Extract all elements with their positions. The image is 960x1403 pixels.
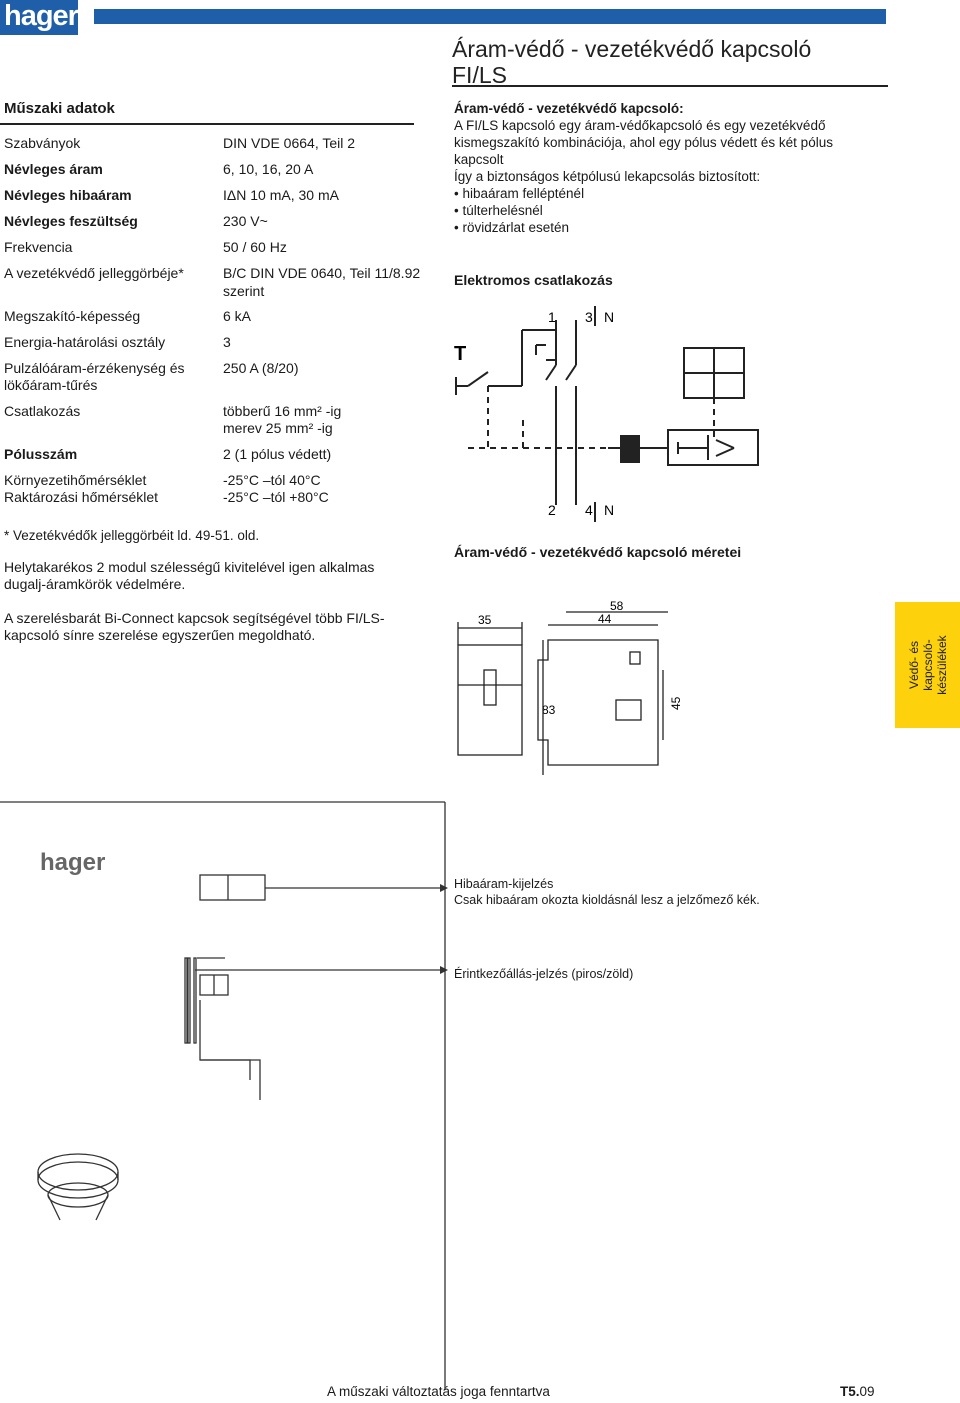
paragraph-2: A szerelésbarát Bi-Connect kapcsok segítségével több FI/LS-kapcsoló sínre szerelése egyszerűen megoldható. [4,610,385,643]
spec-value: többerű 16 mm² -ig [223,403,342,419]
tech-heading: Műszaki adatok [4,100,115,117]
terminal-label: 2 [548,502,556,518]
spec-label: Pulzálóáram-érzékenység és [4,360,185,376]
spec-label: Névleges feszültség [4,213,138,229]
drawing-lines [458,612,668,775]
spec-label: Névleges áram [4,161,103,177]
spec-label: Környezetihőmérséklet [4,472,147,488]
callout-text: Érintkezőállás-jelzés (piros/zöld) [454,967,634,981]
dimension-label: 44 [598,612,612,626]
tab-line: készülékek [934,635,949,695]
wiring-lines [456,306,758,522]
spec-value: B/C DIN VDE 0640, Teil 11/8.92 [223,265,421,281]
product-outline [0,802,445,1390]
spec-value-cont: szerint [223,283,265,299]
dimension-label: 58 [610,599,624,613]
product-logo: hager [40,849,106,876]
wiring-diagram [448,300,778,525]
dimensions-heading: Áram-védő - vezetékvédő kapcsoló méretei [454,544,742,560]
tab-line: Védő- és [906,640,921,690]
page-title [452,36,892,88]
callout-fault-indicator [454,876,760,908]
section-tab [895,602,960,728]
footer-note: A műszaki változtatás joga fenntartva [327,1384,550,1399]
terminal-label: 1 [548,309,556,325]
terminal-label: 3 [585,309,593,325]
spec-label: Névleges hibaáram [4,187,132,203]
title-line-2: FI/LS [452,62,507,88]
spec-value-cont: merev 25 mm² -ig [223,420,333,436]
callout-title: Hibaáram-kijelzés [454,877,554,891]
spec-value: 6 kA [223,308,252,324]
spec-label: A vezetékvédő jelleggörbéje* [4,265,184,281]
spec-label-cont: lökőáram-tűrés [4,377,98,393]
bullet-item: • hibaáram fellépténél [454,185,894,202]
description-heading: Áram-védő - vezetékvédő kapcsoló: [454,101,684,116]
paragraph-1: Helytakarékos 2 modul szélességű kivitelével igen alkalmas dugalj-áramkörök védelmére. [4,559,375,592]
footnote: * Vezetékvédők jelleggörbéit ld. 49-51. old. [4,528,260,543]
brand-logo: hager [0,0,78,35]
test-label: T [454,343,467,365]
description [454,100,894,236]
tab-line: kapcsoló- [920,639,935,691]
page-number-rest: 09 [859,1384,875,1399]
spec-label: Szabványok [4,135,81,151]
spec-value: 2 (1 pólus védett) [223,446,332,462]
spec-value: 250 A (8/20) [223,360,299,376]
page-number-bold: T5. [840,1384,860,1399]
spec-value-cont: -25°C –tól +80°C [223,489,329,505]
dimension-label: 35 [478,613,492,627]
description-line: Így a biztonságos kétpólusú lekapcsolás biztosított: [454,169,761,184]
spec-value: 230 V~ [223,213,268,229]
spec-value: DIN VDE 0664, Teil 2 [223,135,356,151]
title-rule [452,85,888,87]
description-line: kismegszakító kombinációja, ahol egy pólus védett és két pólus [454,135,833,150]
spec-label: Pólusszám [4,446,78,462]
description-line: kapcsolt [454,152,504,167]
tech-rule [0,123,414,125]
callout-text: Csak hibaáram okozta kioldásnál lesz a jelzőmező kék. [454,893,760,907]
spec-value: 50 / 60 Hz [223,239,287,255]
spec-label-cont: Raktározási hőmérséklet [4,489,159,505]
terminal-label: N [604,502,615,518]
spec-value: IΔN 10 mA, 30 mA [223,187,339,203]
wiring-heading: Elektromos csatlakozás [454,272,613,288]
dimension-label: 83 [542,703,556,717]
spec-label: Energia-határolási osztály [4,334,166,350]
spec-label: Csatlakozás [4,403,81,419]
callout-contact-indicator [454,966,633,982]
description-line: A FI/LS kapcsoló egy áram-védőkapcsoló és egy vezetékvédő [454,118,826,133]
title-line-1: Áram-védő - vezetékvédő kapcsoló [452,36,812,62]
dimension-label: 45 [669,696,683,710]
callout-arrow-2 [440,966,448,974]
spec-value: 3 [223,334,231,350]
page-number [840,1384,875,1399]
spec-label: Megszakító-képesség [4,308,141,324]
spec-value: -25°C –tól 40°C [223,472,321,488]
section-tab-label [907,610,949,720]
product-drawing [0,800,450,1400]
spec-label: Frekvencia [4,239,73,255]
spec-value: 6, 10, 16, 20 A [223,161,314,177]
dimension-drawing [448,590,698,780]
callout-arrow-1 [440,884,448,892]
terminal-label: 4 [585,502,593,518]
bullet-item: • túlterhelésnél [454,202,894,219]
terminal-label: N [604,309,615,325]
header-bar [94,9,886,24]
bullet-item: • rövidzárlat esetén [454,219,894,236]
